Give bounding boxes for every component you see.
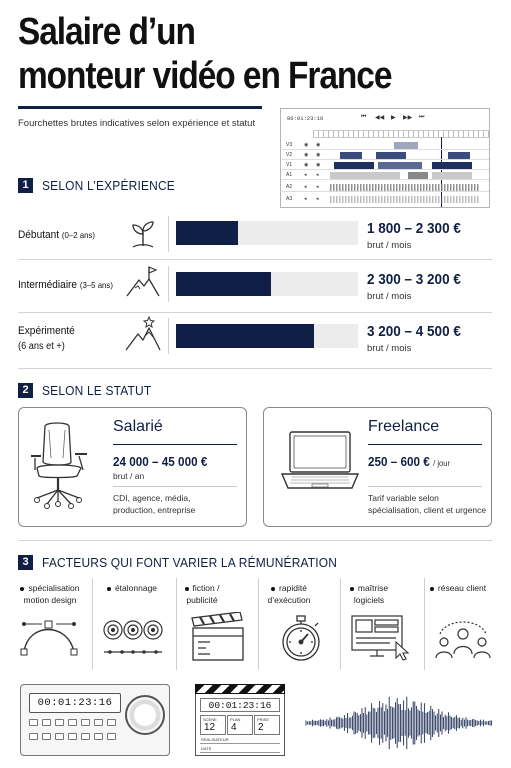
clip [394,142,418,149]
audio-waveform [330,184,480,191]
eye-icon: ◉ [304,142,309,148]
salary-unit: brut / mois [367,343,412,354]
track-a1 [282,171,489,180]
card-rule [368,444,482,445]
clapperboard-icon [188,612,250,664]
network-people-icon [432,612,494,664]
bezier-curve-icon [18,612,80,664]
deck-button [29,719,38,726]
deck-button [42,733,51,740]
clapperboard-illustration [195,684,285,756]
salary-unit: brut / mois [367,240,412,251]
clip [432,162,472,169]
speaker-icon: ◂ [316,172,319,178]
track-label: A1 [286,172,293,178]
factor-text: maîtrise logiciels [353,583,389,605]
track-label: A3 [286,196,293,202]
section-number: 3 [18,555,33,570]
factor-text: étalonnage [114,583,158,593]
subtitle: Fourchettes brutes indicatives selon expérience et statut [18,118,256,129]
deck-button [55,733,64,740]
jog-wheel-icon [125,695,165,735]
salarie-card [18,407,247,527]
level-years: (6 ans et +) [18,341,65,352]
clap-scene-cell [200,715,226,735]
clap-caption: RÉALISATEUR [201,737,229,742]
clip [376,152,406,159]
speaker-icon: ◂ [304,172,307,178]
card-rule [113,444,237,445]
stopwatch-icon [270,612,332,664]
timeline-timecode: 00:01:23:16 [287,115,324,122]
factor-label [258,582,320,606]
laptop-icon [278,428,362,496]
level-years: (0–2 ans) [61,230,95,240]
salary-range: 2 300 – 3 200 € [367,271,461,288]
deck-timecode: 00:01:23:16 [29,693,121,713]
section-number: 1 [18,178,33,193]
rewind-icon: ◀◀ [375,115,385,121]
section-title: SELON LE STATUT [42,383,152,398]
section-divider [18,540,492,541]
row-divider [18,368,492,369]
card-title: Salarié [113,418,163,435]
experience-label [18,279,113,291]
edit-controller-illustration [20,684,170,756]
title-line-2: monteur vidéo en France [18,55,392,97]
skip-back-icon: ⏮ [361,114,367,120]
salary-range: 3 200 – 4 500 € [367,323,461,340]
clip [334,162,374,169]
deck-button [94,733,103,740]
factor-text: fiction / publicité [186,583,220,605]
factor-text: spécialisation motion design [23,583,80,605]
factor-label [174,582,230,606]
level-name: Débutant [18,229,60,241]
clip [378,162,422,169]
salary-bar-fill [176,272,271,296]
color-wheels-icon [102,612,164,664]
salary-bar-track [176,272,358,296]
clip [330,172,400,179]
eye-icon: ◉ [304,162,309,168]
bullet [20,587,24,591]
factor-divider [176,578,177,670]
clap-value: 2 [258,722,264,733]
eye-icon: ◉ [316,162,321,168]
clap-value: 4 [231,722,237,733]
row-divider [18,259,492,260]
clip [432,172,472,179]
editing-timeline-illustration [280,108,490,208]
card-note: CDI, agence, média, production, entreprise [113,493,196,515]
clap-caption: PRISE [257,717,270,722]
card-unit: / jour [433,458,451,468]
salary-bar-fill [176,221,238,245]
track-label: V1 [286,162,293,168]
sprout-icon [124,216,162,252]
skip-forward-icon: ⏭ [419,114,425,120]
track-label: V2 [286,152,293,158]
track-label: V3 [286,142,293,148]
row-divider [168,216,169,252]
bullet [107,587,111,591]
track-a2 [282,183,489,192]
deck-button [107,719,116,726]
section-title: SELON L’EXPÉRIENCE [42,178,175,193]
level-years: (3–5 ans) [79,280,113,290]
card-note: Tarif variable selon spécialisation, client et urgence [368,493,487,515]
clip [408,172,428,179]
speaker-icon: ◂ [316,196,319,202]
deck-button [81,719,90,726]
clap-prise-cell [254,715,280,735]
mountain-star-icon [124,316,162,352]
audio-waveform [330,196,480,203]
title-line-1: Salaire d’un [18,11,195,53]
bullet [271,587,275,591]
factor-divider [424,578,425,670]
clapper-stripes [195,684,285,694]
factor-label [10,582,90,606]
factor-text: réseau client [437,583,487,593]
play-icon: ▶ [391,115,396,121]
clap-caption: PLAN [230,717,241,722]
salary-bar-fill [176,324,314,348]
clap-plan-cell [227,715,253,735]
freelance-card [263,407,492,527]
card-title: Freelance [368,418,440,435]
eye-icon: ◉ [316,152,321,158]
page-title [18,10,392,98]
card-salary [368,454,450,469]
card-divider [113,486,237,487]
audio-waveform-icon [304,690,494,756]
deck-button [107,733,116,740]
row-divider [168,318,169,354]
salary-range: 1 800 – 2 300 € [367,220,461,237]
card-salary-value: 250 – 600 € [368,454,430,469]
bullet [185,587,189,591]
deck-button [42,719,51,726]
experience-label [18,324,75,354]
factor-divider [258,578,259,670]
clap-line [200,752,280,753]
clip [448,152,470,159]
level-name: Intermédiaire [18,279,78,291]
track-v2 [282,151,489,160]
clap-caption: SCÈNE [203,717,217,722]
track-v3 [282,141,489,150]
card-divider [368,486,482,487]
section-number: 2 [18,383,33,398]
track-v1 [282,161,489,170]
deck-button [55,719,64,726]
mountain-flag-icon [124,264,162,300]
level-name: Expérimenté [18,325,75,337]
clap-timecode: 00:01:23:16 [200,698,280,712]
experience-label [18,229,95,241]
bullet [350,587,354,591]
deck-button [68,733,77,740]
clip [340,152,362,159]
factor-text: rapidité d’exécution [267,583,311,605]
card-salary: 24 000 – 45 000 € [113,454,208,469]
clap-value: 12 [204,722,216,733]
factor-label [428,582,488,594]
track-a3 [282,195,489,204]
timeline-ruler [313,130,489,138]
eye-icon: ◉ [316,142,321,148]
clap-line [200,743,280,744]
eye-icon: ◉ [304,152,309,158]
speaker-icon: ◂ [304,196,307,202]
deck-button [29,733,38,740]
factor-label [340,582,398,606]
factor-divider [340,578,341,670]
factor-divider [92,578,93,670]
deck-button [68,719,77,726]
row-divider [18,312,492,313]
deck-button [94,719,103,726]
title-underline [18,106,262,109]
row-divider [168,266,169,302]
track-label: A2 [286,184,293,190]
forward-icon: ▶▶ [403,115,413,121]
monitor-cursor-icon [350,612,412,664]
deck-button [81,733,90,740]
section-title: FACTEURS QUI FONT VARIER LA RÉMUNÉRATION [42,555,338,570]
salary-bar-track [176,324,358,348]
bullet [430,587,434,591]
salary-unit: brut / mois [367,291,412,302]
salary-bar-track [176,221,358,245]
card-unit: brut / an [113,471,145,481]
factor-label [92,582,172,594]
speaker-icon: ◂ [316,184,319,190]
speaker-icon: ◂ [304,184,307,190]
office-chair-icon [27,420,99,512]
clap-caption: DATE [201,746,212,751]
